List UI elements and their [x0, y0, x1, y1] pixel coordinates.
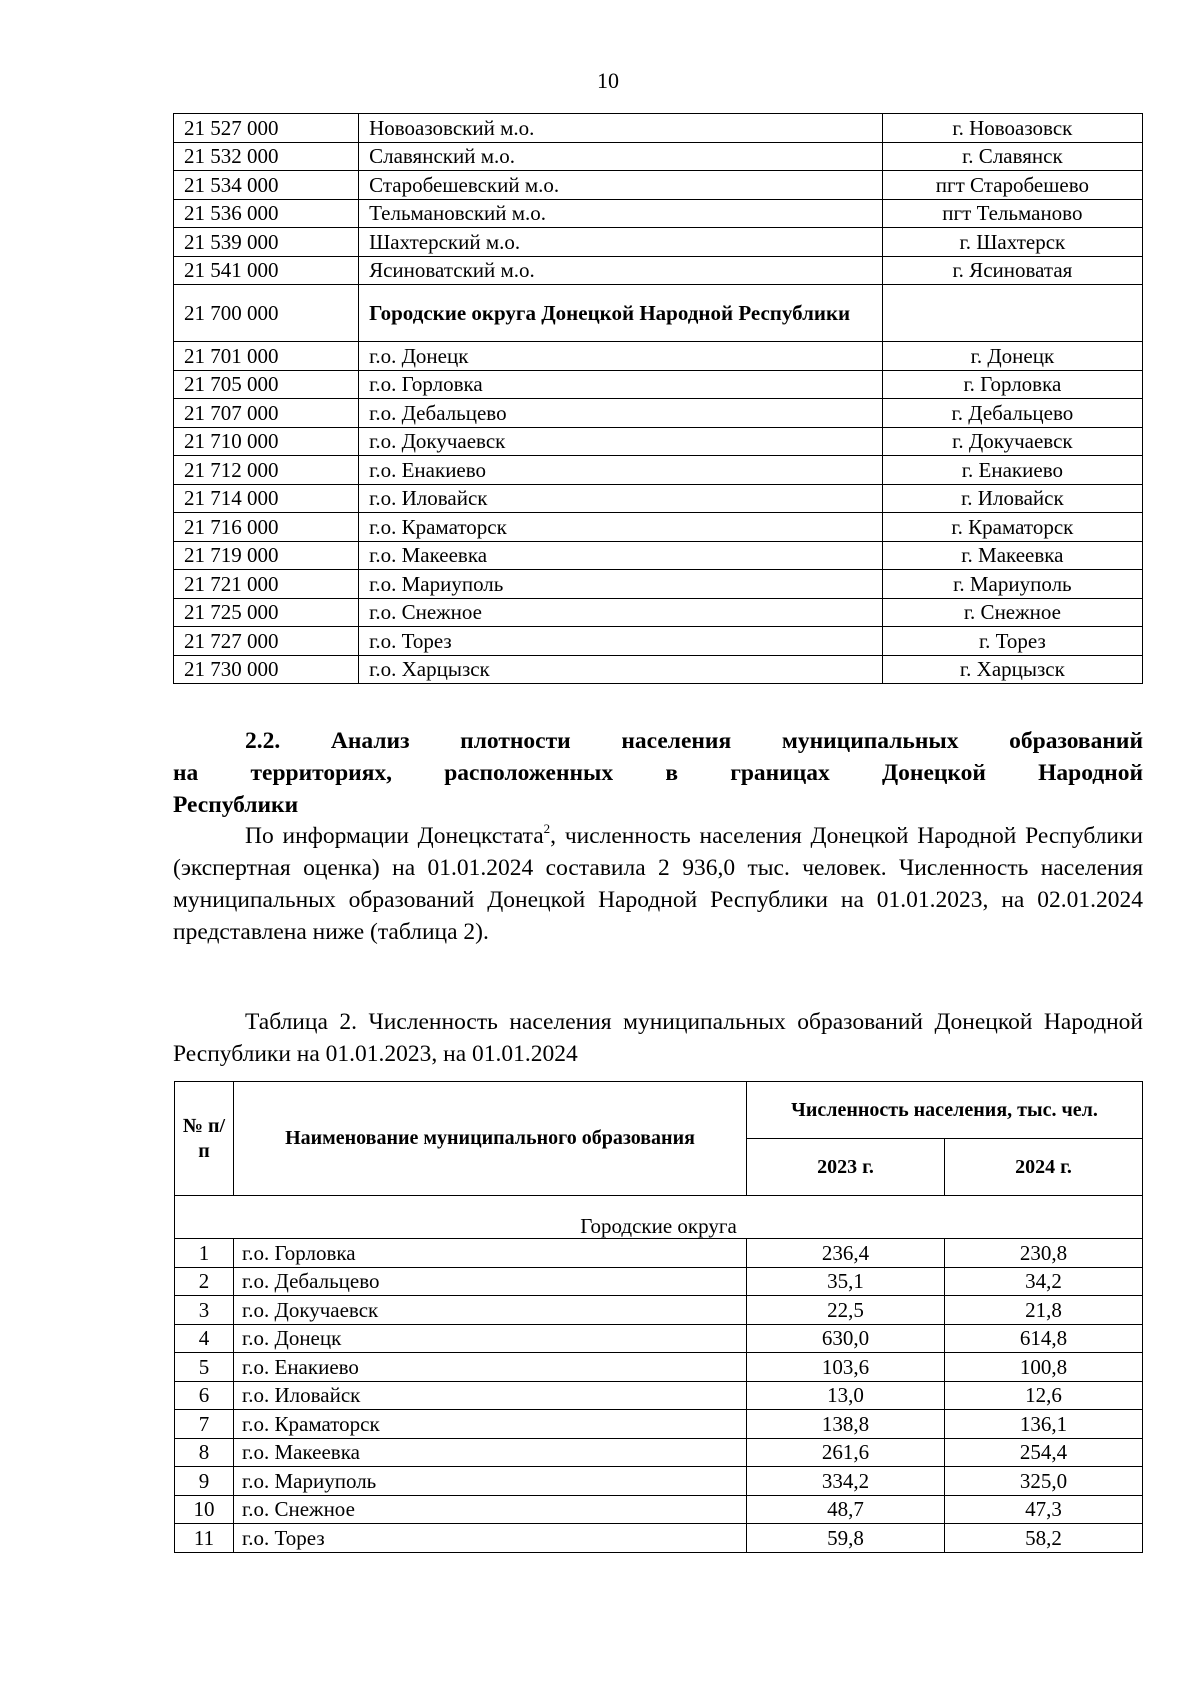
municipality-name: г.о. Снежное [234, 1495, 747, 1524]
population-2024: 136,1 [945, 1410, 1143, 1439]
code-cell: 21 716 000 [174, 513, 359, 542]
population-2023: 48,7 [747, 1495, 945, 1524]
code-cell: 21 725 000 [174, 598, 359, 627]
code-cell: 21 719 000 [174, 541, 359, 570]
code-cell: 21 705 000 [174, 370, 359, 399]
table-row [174, 228, 1143, 257]
code-cell: 21 527 000 [174, 114, 359, 143]
code-cell: 21 727 000 [174, 627, 359, 656]
admin-center-cell: пгт Старобешево [882, 171, 1142, 200]
table-row [175, 1495, 1143, 1524]
row-number: 2 [175, 1267, 234, 1296]
population-2024: 58,2 [945, 1524, 1143, 1553]
population-2024: 100,8 [945, 1353, 1143, 1382]
population-2023: 35,1 [747, 1267, 945, 1296]
municipality-name: г.о. Мариуполь [234, 1467, 747, 1496]
table-row [174, 484, 1143, 513]
table-row [175, 1438, 1143, 1467]
name-cell: г.о. Докучаевск [359, 427, 883, 456]
code-cell: 21 712 000 [174, 456, 359, 485]
municipality-name: г.о. Краматорск [234, 1410, 747, 1439]
name-cell: г.о. Дебальцево [359, 399, 883, 428]
name-cell: г.о. Иловайск [359, 484, 883, 513]
code-cell: 21 700 000 [174, 285, 359, 342]
table-row [174, 199, 1143, 228]
name-cell: г.о. Мариуполь [359, 570, 883, 599]
heading-line-2: на территориях, расположенных в границах Донецкой Народной [173, 760, 1143, 786]
population-2024: 254,4 [945, 1438, 1143, 1467]
paragraph-text-rest: , численность населения Донецкой Народной Республики (экспертная оценка) на 01.01.2024 составила 2 936,0 тыс. человек. Численность населения муниципальных образований Донецкой Народной Республики на 01.01.2023, на 02.01.2024 представлена ниже (таблица 2). [173, 823, 1143, 945]
page-number: 10 [597, 68, 619, 93]
population-2023: 261,6 [747, 1438, 945, 1467]
admin-center-cell: г. Снежное [882, 598, 1142, 627]
code-cell: 21 710 000 [174, 427, 359, 456]
population-2023: 13,0 [747, 1381, 945, 1410]
admin-center-cell: г. Торез [882, 627, 1142, 656]
municipal-codes-table [173, 113, 1143, 684]
row-number: 3 [175, 1296, 234, 1325]
row-number: 11 [175, 1524, 234, 1553]
footnote-ref[interactable]: 2 [543, 821, 551, 836]
row-number: 10 [175, 1495, 234, 1524]
code-cell: 21 714 000 [174, 484, 359, 513]
table-row [174, 627, 1143, 656]
table-row [175, 1239, 1143, 1268]
code-cell: 21 701 000 [174, 342, 359, 371]
code-cell: 21 541 000 [174, 256, 359, 285]
paragraph-text-start: По информации Донецкстата [245, 823, 544, 849]
table-row [174, 541, 1143, 570]
name-cell: г.о. Харцызск [359, 655, 883, 684]
admin-center-cell [882, 285, 1142, 342]
population-2023: 138,8 [747, 1410, 945, 1439]
name-cell: Старобешевский м.о. [359, 171, 883, 200]
row-number: 7 [175, 1410, 234, 1439]
table-row [174, 342, 1143, 371]
name-cell: г.о. Краматорск [359, 513, 883, 542]
population-table [174, 1081, 1143, 1553]
table-row [174, 256, 1143, 285]
municipality-name: г.о. Донецк [234, 1324, 747, 1353]
intro-paragraph [173, 820, 1143, 948]
admin-center-cell: г. Мариуполь [882, 570, 1142, 599]
population-2024: 21,8 [945, 1296, 1143, 1325]
table-row [175, 1267, 1143, 1296]
admin-center-cell: г. Иловайск [882, 484, 1142, 513]
population-2024: 12,6 [945, 1381, 1143, 1410]
table-row [175, 1324, 1143, 1353]
population-2023: 630,0 [747, 1324, 945, 1353]
admin-center-cell: г. Новоазовск [882, 114, 1142, 143]
code-cell: 21 536 000 [174, 199, 359, 228]
population-2024: 614,8 [945, 1324, 1143, 1353]
admin-center-cell: г. Харцызск [882, 655, 1142, 684]
municipality-name: г.о. Енакиево [234, 1353, 747, 1382]
population-2024: 230,8 [945, 1239, 1143, 1268]
municipality-name: г.о. Макеевка [234, 1438, 747, 1467]
code-cell: 21 707 000 [174, 399, 359, 428]
row-number: 4 [175, 1324, 234, 1353]
header-no: № п/п [175, 1082, 234, 1196]
table-row [175, 1381, 1143, 1410]
code-cell: 21 534 000 [174, 171, 359, 200]
code-cell: 21 539 000 [174, 228, 359, 257]
population-2023: 236,4 [747, 1239, 945, 1268]
name-cell: г.о. Снежное [359, 598, 883, 627]
admin-center-cell: г. Ясиноватая [882, 256, 1142, 285]
table-row [175, 1353, 1143, 1382]
row-number: 8 [175, 1438, 234, 1467]
header-2024: 2024 г. [945, 1139, 1143, 1196]
table-row [174, 142, 1143, 171]
table-caption: Таблица 2. Численность населения муниципальных образований Донецкой Народной Республики на 01.01.2023, на 01.01.2024 [173, 1009, 1143, 1067]
row-number: 5 [175, 1353, 234, 1382]
code-cell: 21 721 000 [174, 570, 359, 599]
population-2024: 34,2 [945, 1267, 1143, 1296]
population-2023: 103,6 [747, 1353, 945, 1382]
table-row [174, 655, 1143, 684]
name-cell: Славянский м.о. [359, 142, 883, 171]
header-population: Численность населения, тыс. чел. [747, 1082, 1143, 1139]
name-cell: Новоазовский м.о. [359, 114, 883, 143]
population-2023: 334,2 [747, 1467, 945, 1496]
admin-center-cell: г. Донецк [882, 342, 1142, 371]
admin-center-cell: г. Дебальцево [882, 399, 1142, 428]
group-row [174, 285, 1143, 342]
admin-center-cell: г. Славянск [882, 142, 1142, 171]
municipality-name: г.о. Иловайск [234, 1381, 747, 1410]
table-row [174, 114, 1143, 143]
admin-center-cell: г. Горловка [882, 370, 1142, 399]
name-cell: Ясиноватский м.о. [359, 256, 883, 285]
name-cell: г.о. Горловка [359, 370, 883, 399]
code-cell: 21 532 000 [174, 142, 359, 171]
section-heading [173, 725, 1143, 821]
heading-line-3: Республики [173, 792, 299, 818]
table-row [174, 513, 1143, 542]
table-row [175, 1524, 1143, 1553]
admin-center-cell: г. Шахтерск [882, 228, 1142, 257]
subheading-urban-districts: Городские округа [175, 1196, 1143, 1239]
table-row [174, 456, 1143, 485]
name-cell: г.о. Енакиево [359, 456, 883, 485]
admin-center-cell: г. Енакиево [882, 456, 1142, 485]
header-name: Наименование муниципального образования [234, 1082, 747, 1196]
table-row [174, 427, 1143, 456]
table-row [175, 1296, 1143, 1325]
municipality-name: г.о. Дебальцево [234, 1267, 747, 1296]
admin-center-cell: г. Краматорск [882, 513, 1142, 542]
admin-center-cell: г. Докучаевск [882, 427, 1142, 456]
municipality-name: г.о. Докучаевск [234, 1296, 747, 1325]
header-2023: 2023 г. [747, 1139, 945, 1196]
admin-center-cell: г. Макеевка [882, 541, 1142, 570]
name-cell: Городские округа Донецкой Народной Республики [359, 285, 883, 342]
municipality-name: г.о. Горловка [234, 1239, 747, 1268]
name-cell: Тельмановский м.о. [359, 199, 883, 228]
row-number: 1 [175, 1239, 234, 1268]
population-2024: 47,3 [945, 1495, 1143, 1524]
table-row [174, 370, 1143, 399]
table-row [174, 570, 1143, 599]
code-cell: 21 730 000 [174, 655, 359, 684]
name-cell: г.о. Донецк [359, 342, 883, 371]
population-2023: 59,8 [747, 1524, 945, 1553]
municipality-name: г.о. Торез [234, 1524, 747, 1553]
name-cell: г.о. Макеевка [359, 541, 883, 570]
population-2023: 22,5 [747, 1296, 945, 1325]
table-row [175, 1410, 1143, 1439]
admin-center-cell: пгт Тельманово [882, 199, 1142, 228]
table-row [174, 598, 1143, 627]
name-cell: г.о. Торез [359, 627, 883, 656]
name-cell: Шахтерский м.о. [359, 228, 883, 257]
table-row [174, 171, 1143, 200]
table-row [174, 399, 1143, 428]
table-row [175, 1467, 1143, 1496]
row-number: 6 [175, 1381, 234, 1410]
heading-line-1: 2.2. Анализ плотности населения муниципальных образований [245, 728, 1143, 754]
row-number: 9 [175, 1467, 234, 1496]
population-2024: 325,0 [945, 1467, 1143, 1496]
